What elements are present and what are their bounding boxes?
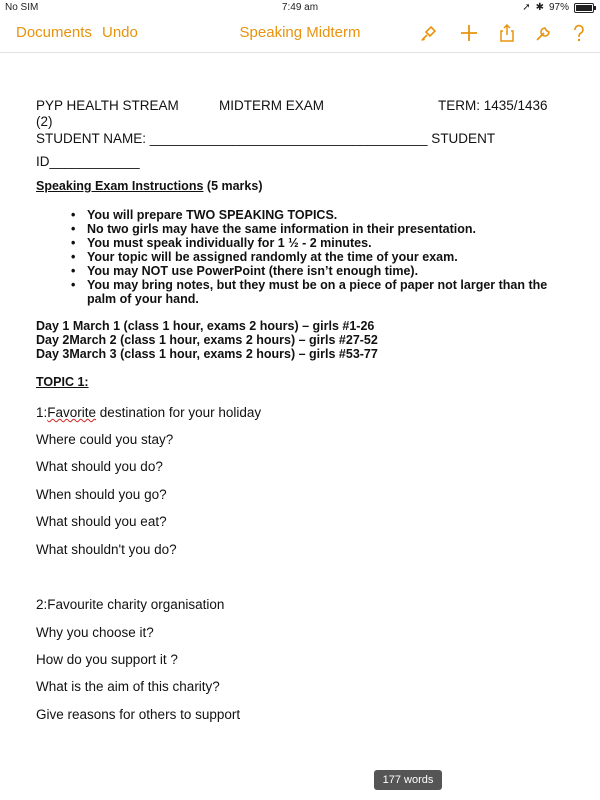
instructions-list [71, 208, 571, 306]
documents-button[interactable]: Documents [16, 24, 92, 41]
instruction-item: • You will prepare TWO SPEAKING TOPICS. [71, 208, 571, 222]
instructions-marks: (5 marks) [206, 179, 263, 193]
topic2-question: How do you support it ? [36, 652, 178, 667]
topic2-question: Why you choose it? [36, 625, 154, 640]
undo-button[interactable]: Undo [102, 24, 138, 41]
clock: 7:49 am [281, 2, 319, 13]
document-title: Speaking Midterm [239, 24, 361, 41]
topic1-question: What should you eat? [36, 514, 167, 529]
battery-icon [574, 3, 594, 13]
id-line: ID____________ [36, 154, 140, 169]
topic1-question: What shouldn't you do? [36, 542, 177, 557]
topic1-title [36, 405, 261, 420]
bluetooth-icon: ✱ [535, 2, 544, 13]
instruction-item: • You must speak individually for 1 ½ - 2 minutes. [71, 236, 571, 250]
instruction-item: • Your topic will be assigned randomly at the time of your exam. [71, 250, 571, 264]
instruction-item: • You may NOT use PowerPoint (there isn’t enough time). [71, 264, 571, 278]
wrench-icon[interactable] [532, 22, 554, 44]
carrier-label: No SIM [5, 2, 39, 13]
exam-days [36, 319, 378, 361]
topic1-question: Where could you stay? [36, 432, 174, 447]
day-line: Day 3March 3 (class 1 hour, exams 2 hours) – girls #53-77 [36, 347, 378, 361]
toolbar [0, 16, 600, 53]
topic1-rest: destination for your holiday [96, 405, 262, 420]
plus-icon[interactable] [458, 22, 480, 44]
topic2-question: Give reasons for others to support [36, 707, 241, 722]
topic2-question: What is the aim of this charity? [36, 679, 220, 694]
header-term: TERM: 1435/1436 [438, 98, 548, 113]
topic1-question: What should you do? [36, 459, 163, 474]
header-exam: MIDTERM EXAM [219, 98, 325, 113]
header-two: (2) [36, 114, 53, 129]
topic1-prefix: 1: [36, 405, 48, 420]
day-line: Day 1 March 1 (class 1 hour, exams 2 hours) – girls #1-26 [36, 319, 375, 333]
instructions-title: Speaking Exam Instructions [36, 179, 204, 193]
help-icon[interactable] [568, 22, 590, 44]
location-icon: ➚ [522, 2, 531, 13]
status-right [522, 2, 594, 13]
topic2-title: 2:Favourite charity organisation [36, 597, 225, 612]
instruction-item: • You may bring notes, but they must be on a piece of paper not larger than the palm of your hand. [71, 278, 571, 306]
misspelled-word[interactable]: Favorite [47, 405, 97, 420]
status-bar [0, 0, 600, 16]
share-icon[interactable] [496, 22, 518, 44]
topic1-question: When should you go? [36, 487, 167, 502]
day-line: Day 2March 2 (class 1 hour, exams 2 hours) – girls #27-52 [36, 333, 378, 347]
student-name-line: STUDENT NAME: _____________________________________ STUDENT [36, 131, 496, 146]
battery-fill [576, 5, 592, 11]
paintbrush-icon[interactable] [418, 22, 440, 44]
topic1-heading: TOPIC 1: [36, 375, 89, 389]
header-pyp: PYP HEALTH STREAM [36, 98, 179, 113]
instructions-heading [36, 179, 263, 193]
word-count-badge[interactable]: 177 words [374, 770, 442, 790]
instruction-item: • No two girls may have the same information in their presentation. [71, 222, 571, 236]
battery-percent: 97% [548, 2, 569, 13]
